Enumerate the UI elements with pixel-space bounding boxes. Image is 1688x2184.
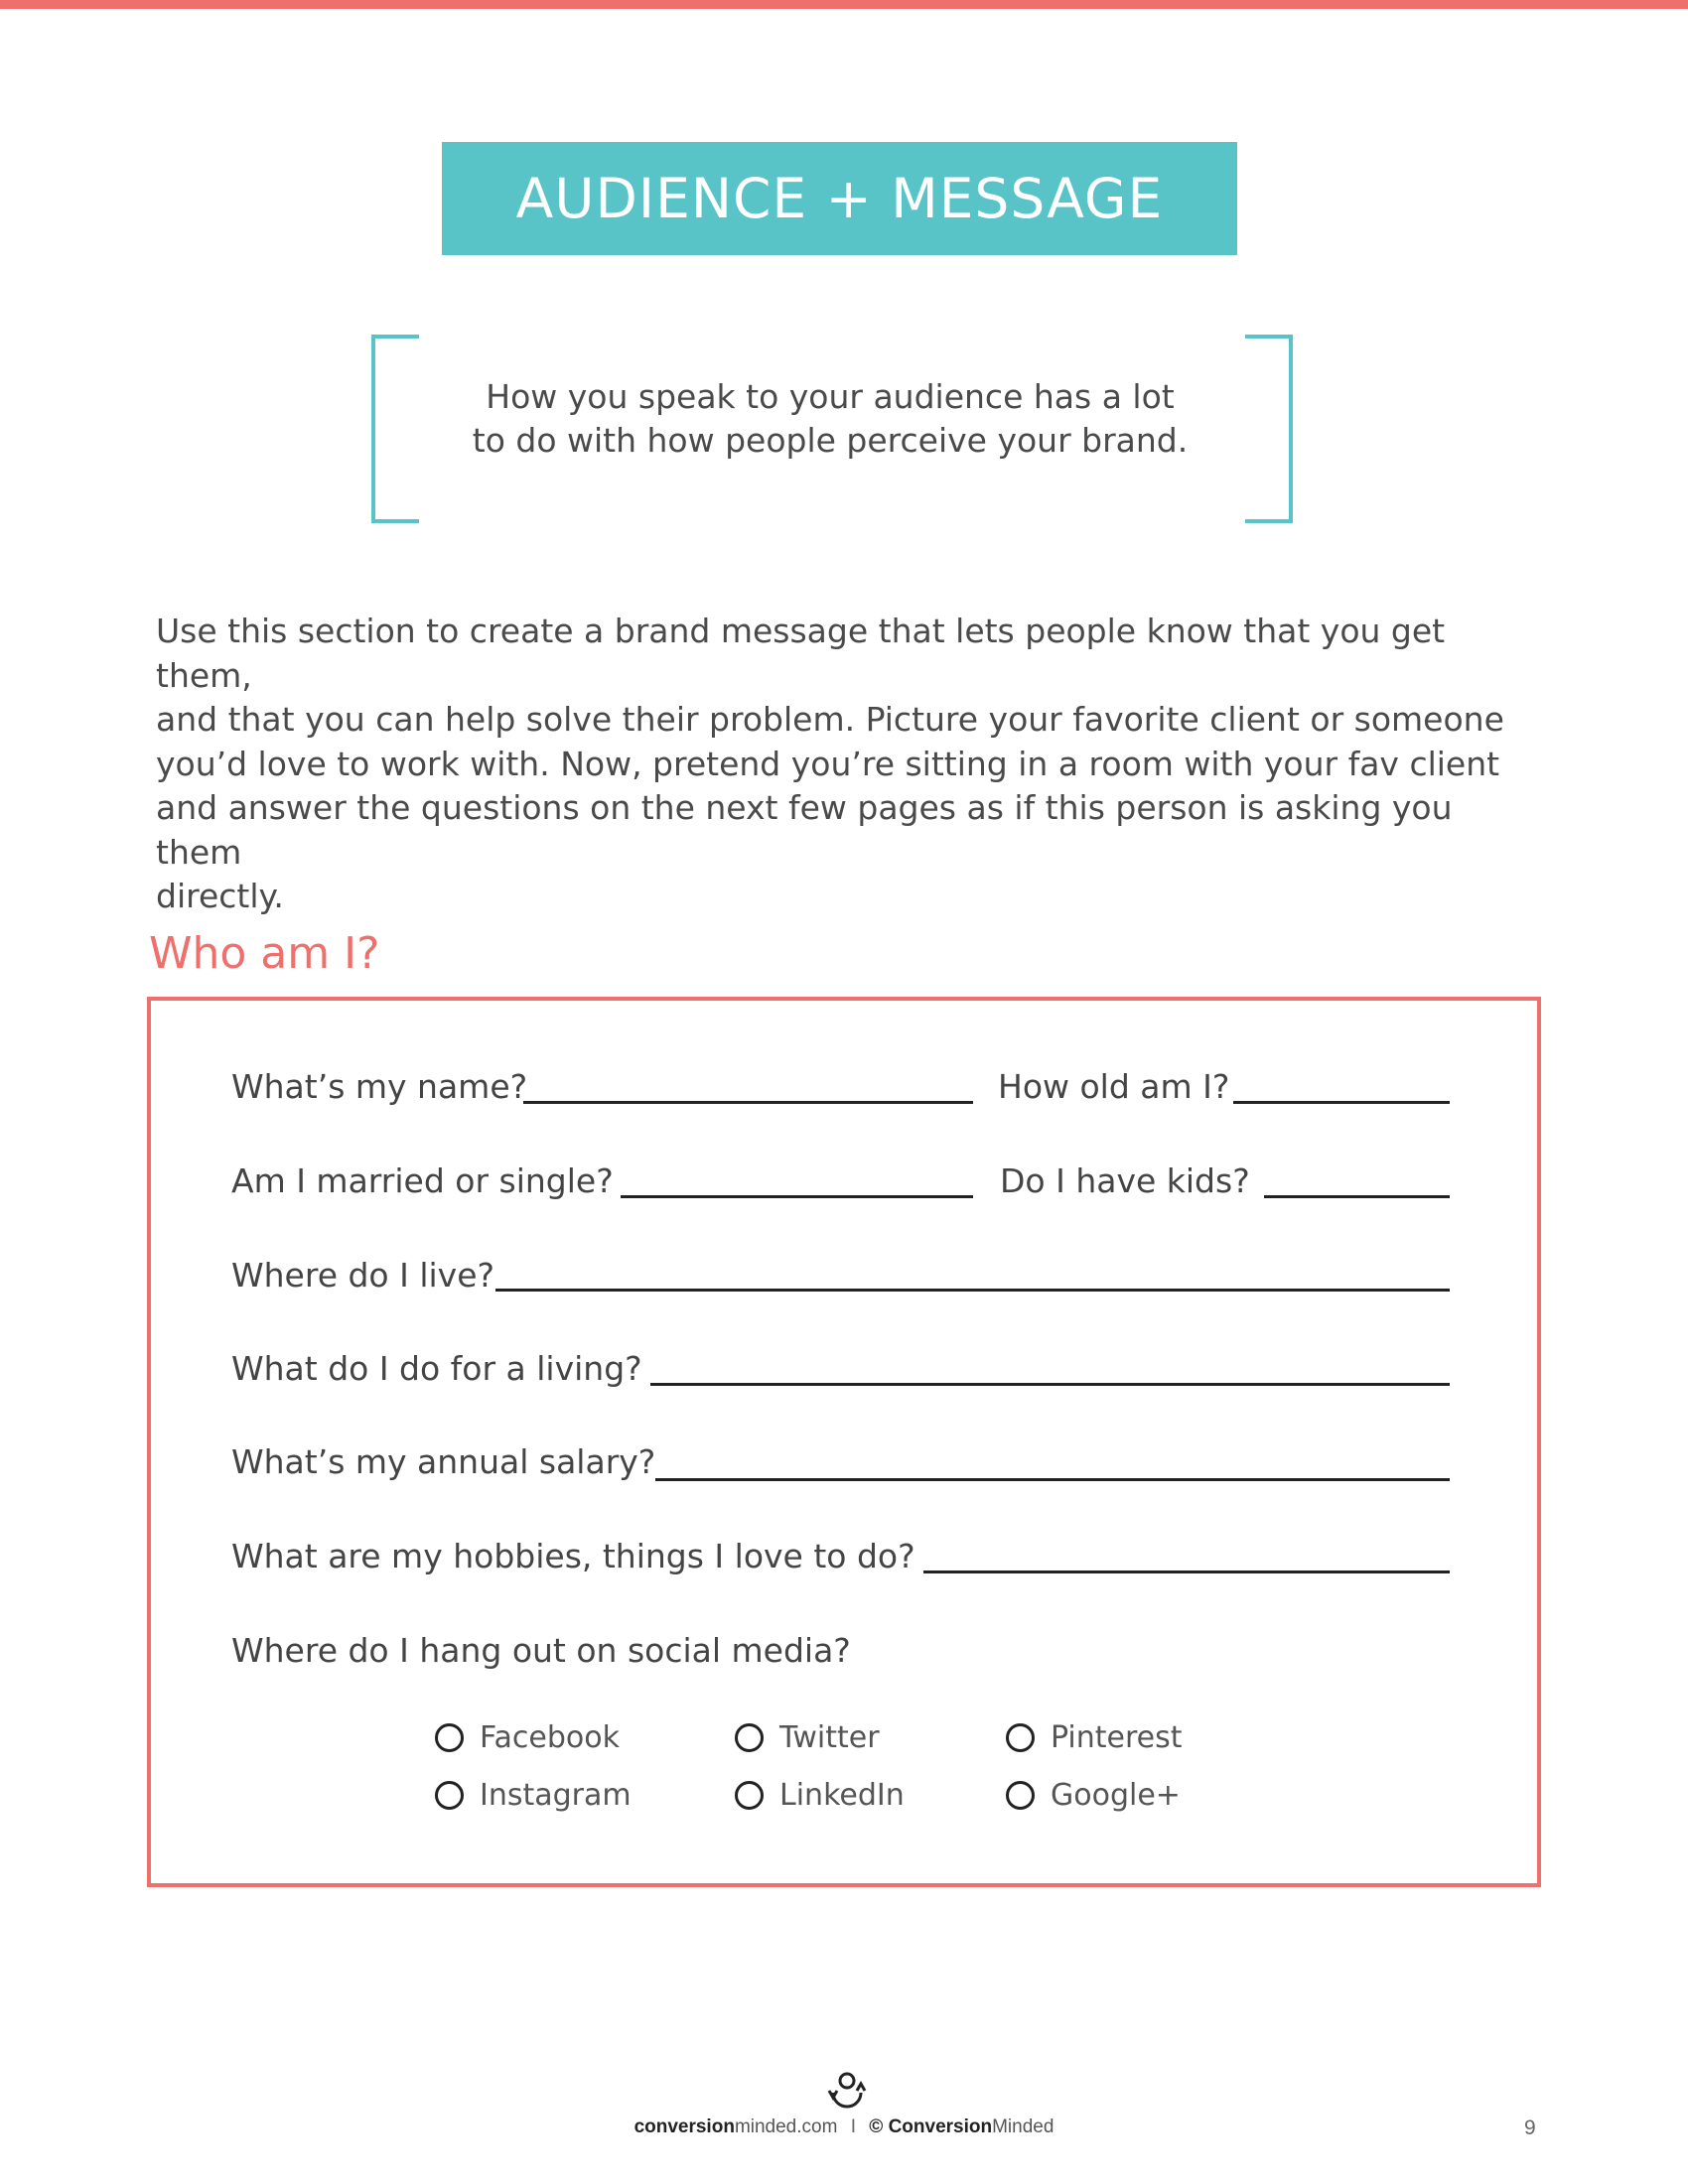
social-label: Where do I hang out on social media? [231, 1631, 851, 1670]
salary-label: What’s my annual salary? [231, 1442, 656, 1481]
option-label: Pinterest [1051, 1720, 1183, 1755]
pull-quote-line-2: to do with how people perceive your brand. [472, 421, 1189, 460]
hobbies-label: What are my hobbies, things I love to do? [231, 1537, 915, 1575]
option-pinterest[interactable] [1006, 1720, 1183, 1755]
page-title: AUDIENCE + MESSAGE [515, 167, 1164, 230]
footer-credits [0, 2116, 1688, 2138]
hobbies-field[interactable] [923, 1570, 1450, 1573]
intro-paragraph [156, 610, 1546, 919]
live-field[interactable] [495, 1289, 1450, 1292]
living-label: What do I do for a living? [231, 1349, 642, 1388]
footer-brand-light: Minded [992, 2116, 1055, 2137]
section-title: Who am I? [149, 928, 380, 979]
option-label: LinkedIn [779, 1778, 905, 1813]
radio-circle-icon[interactable] [435, 1723, 464, 1752]
radio-circle-icon[interactable] [1006, 1781, 1035, 1810]
pull-quote-line-1: How you speak to your audience has a lot [486, 377, 1175, 416]
option-twitter[interactable] [735, 1720, 880, 1755]
option-label: Google+ [1051, 1778, 1181, 1813]
kids-label: Do I have kids? [1000, 1161, 1250, 1200]
intro-line: directly. [156, 877, 284, 915]
brand-logo-icon [826, 2068, 868, 2110]
kids-field[interactable] [1264, 1195, 1450, 1198]
intro-line: and that you can help solve their problem. Picture your favorite client or someone [156, 700, 1504, 739]
left-bracket [371, 335, 419, 523]
option-facebook[interactable] [435, 1720, 620, 1755]
footer-site-bold: conversion [633, 2116, 735, 2137]
option-label: Instagram [480, 1778, 632, 1813]
intro-line: Use this section to create a brand message that lets people know that you get them, [156, 612, 1446, 695]
name-label: What’s my name? [231, 1067, 528, 1106]
radio-circle-icon[interactable] [735, 1781, 764, 1810]
living-field[interactable] [650, 1383, 1450, 1386]
intro-line: you’d love to work with. Now, pretend you’re sitting in a room with your fav client [156, 744, 1500, 783]
married-label: Am I married or single? [231, 1161, 614, 1200]
salary-field[interactable] [655, 1478, 1450, 1481]
footer-brand-bold: Conversion [888, 2116, 993, 2137]
option-label: Facebook [480, 1720, 620, 1755]
age-label: How old am I? [998, 1067, 1230, 1106]
option-label: Twitter [779, 1720, 880, 1755]
pull-quote [427, 375, 1233, 463]
radio-circle-icon[interactable] [735, 1723, 764, 1752]
right-bracket [1245, 335, 1293, 523]
page-number: 9 [1524, 2116, 1536, 2139]
option-googleplus[interactable] [1006, 1778, 1181, 1813]
name-field[interactable] [523, 1101, 973, 1104]
footer-site-light: minded.com [734, 2116, 838, 2137]
copyright-symbol: © [869, 2116, 884, 2137]
footer-separator: I [850, 2116, 856, 2137]
top-accent-bar [0, 0, 1688, 9]
married-field[interactable] [621, 1195, 973, 1198]
age-field[interactable] [1233, 1101, 1450, 1104]
option-instagram[interactable] [435, 1778, 632, 1813]
who-am-i-form [147, 997, 1541, 1887]
option-linkedin[interactable] [735, 1778, 905, 1813]
radio-circle-icon[interactable] [435, 1781, 464, 1810]
radio-circle-icon[interactable] [1006, 1723, 1035, 1752]
page-title-banner [442, 142, 1237, 255]
intro-line: and answer the questions on the next few pages as if this person is asking you them [156, 788, 1453, 872]
live-label: Where do I live? [231, 1256, 495, 1295]
